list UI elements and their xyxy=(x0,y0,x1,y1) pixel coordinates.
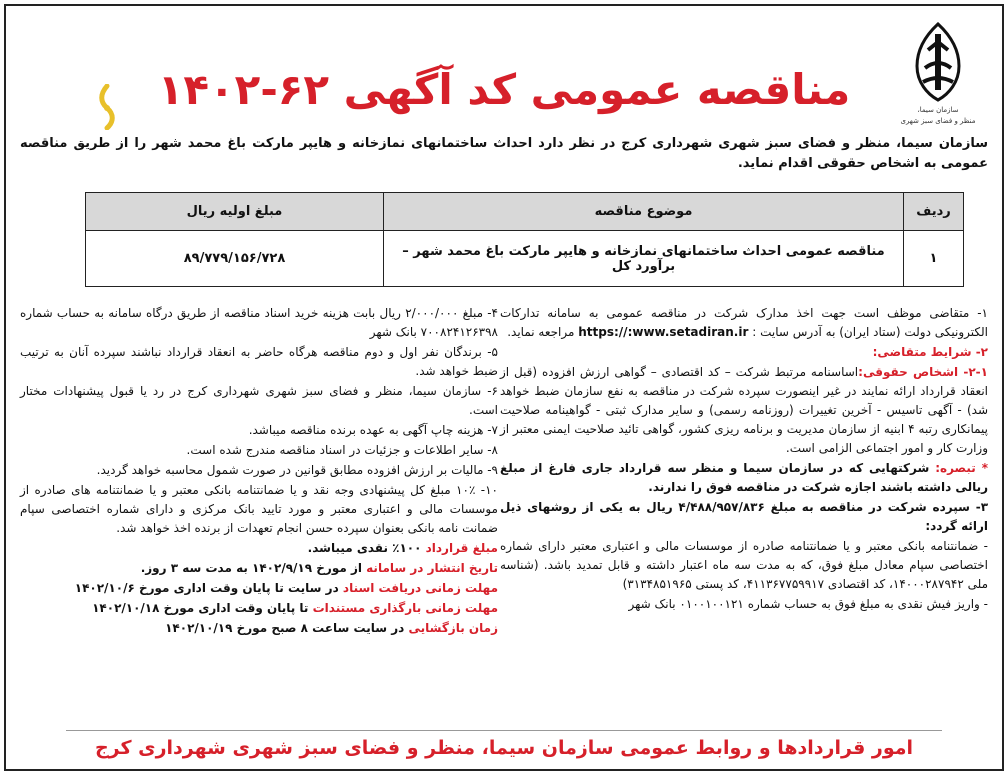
row-subject: مناقصه عمومی احداث ساختمانهای نمازخانه و هایپر مارکت باغ محمد شهر – برآورد کل xyxy=(384,231,904,287)
contract-amount xyxy=(20,539,498,558)
intro-text: سازمان سیما، منظر و فضای سبز شهری شهرداری کرج در نظر دارد احداث ساختمانهای نمازخانه و هایپر مارکت باغ محمد شهر را از طریق مناقصه عمومی به اشخاص حقوقی اقدام نماید. xyxy=(20,136,988,171)
clause-9: ۹- مالیات بر ارزش افزوده مطابق قوانین در صورت شمول محاسبه خواهد گردید. xyxy=(96,463,498,477)
row-index: ۱ xyxy=(904,231,964,287)
note xyxy=(500,459,988,497)
clause-1-text: ۱- متقاضی موظف است جهت اخذ مدارک شرکت در مناقصه عمومی به سامانه تدارکات الکترونیکی دولت (ستاد ایران) به آدرس سایت : xyxy=(500,306,988,339)
tender-table xyxy=(85,192,964,287)
table-row xyxy=(86,231,964,287)
deadline-documents-value: در سایت تا پایان وقت اداری مورخ ۱۴۰۲/۱۰/۶ xyxy=(74,581,343,595)
clause-5: ۵- برندگان نفر اول و دوم مناقصه هرگاه حاضر به انعقاد قرارداد نباشند سپرده آنان به ترتیب ضبط خواهد شد. xyxy=(20,345,498,378)
note-label: * تبصره: xyxy=(935,461,988,475)
clause-8: ۸- سایر اطلاعات و جزئیات در اسناد مناقصه مندرج شده است. xyxy=(186,443,498,457)
clause-1-end: مراجعه نماید. xyxy=(507,325,579,339)
deadline-upload xyxy=(20,599,498,618)
deadline-documents-label: مهلت زمانی دریافت اسناد xyxy=(342,581,498,595)
contract-label: مبلغ قرارداد xyxy=(421,541,498,555)
clause-2-1-text: اساسنامه مرتبط شرکت – کد اقتصادی – گواهی ارزش افزوده (قبل از انعقاد قرارداد ارائه نمایند در غیر اینصورت سپرده شرکت در مناقصه به نفع سازمان ضبط خواهد شد) - آگهی تاسیس - آخرین تغییرات (روزنامه رسمی) و سایر مدارک ثبتی - گواهینامه صلاحیت پیمانکاری رتبه ۴ ابنیه از سازمان مدیریت و برنامه ریزی کشور، گواهی تائید صلاحیت ایمنی معتبر از وزارت کار و امور اجتماعی الزامی است. xyxy=(500,365,988,455)
clause-7: ۷- هزینه چاپ آگهی به عهده برنده مناقصه میباشد. xyxy=(248,423,498,437)
clause-3-b: - واریز فیش نقدی به مبلغ فوق به حساب شماره ۰۱۰۰۱۰۰۱۲۱ بانک شهر xyxy=(628,597,988,611)
ornament-icon xyxy=(96,84,118,130)
emblem-icon xyxy=(903,20,973,104)
clause-10: ۱۰- ۱۰٪ مبلغ کل پیشنهادی وجه نقد و یا ضمانتنامه بانکی معتبر و یا ضمانتنامه های صادره از موسسات مالی و اعتباری معتبر و مورد تایید بانک مرکزی و دارای شماره اختصاصی سپام ضمانت نامه بانکی بعنوان سپرده حسن انجام تعهدات از برنده اخذ خواهد شد. xyxy=(20,483,498,535)
note-text: شرکتهایی که در سازمان سیما و منظر سه قرارداد جاری فارغ از مبلغ ریالی داشته باشند اجازه شرکت در مناقصه فوق را ندارند. xyxy=(500,461,988,494)
clause-2-heading: ۲- شرایط متقاضی: xyxy=(872,345,988,359)
publish-date xyxy=(20,559,498,578)
clause-3-a: - ضمانتنامه بانکی معتبر و یا ضمانتنامه صادره از موسسات مالی و اعتباری معتبر دارای شماره اختصاصی سپام معادل مبلغ فوق، که به مدت سه ماه اعتبار داشته و قابل تمدید باشد. (شناسه ملی ۱۴۰۰۰۲۸۷۹۴۲، کد اقتصادی ۴۱۱۳۶۷۷۵۹۹۱۷، کد پستی ۳۱۳۴۸۵۱۹۶۵) xyxy=(500,539,988,591)
footer-signature: امور قراردادها و روابط عمومی سازمان سیما، منظر و فضای سبز شهری شهرداری کرج xyxy=(94,737,914,759)
row-price: ۸۹/۷۷۹/۱۵۶/۷۲۸ xyxy=(86,231,384,287)
header-price: مبلغ اولیه ریال xyxy=(86,193,384,231)
clause-6: ۶- سازمان سیما، منظر و فضای سبز شهری شهرداری کرج در رد یا قبول پیشنهادات مختار است. xyxy=(20,384,498,417)
clause-2-1-label: ۲-۱- اشخاص حقوقی: xyxy=(858,365,988,379)
organization-logo xyxy=(888,20,988,130)
opening-value: در سایت ساعت ۸ صبح مورخ ۱۴۰۲/۱۰/۱۹ xyxy=(165,621,409,635)
publish-value: از مورخ ۱۴۰۲/۹/۱۹ به مدت سه ۳ روز. xyxy=(140,561,367,575)
notice-title: مناقصه عمومی کد آگهی ۶۲-۱۴۰۲ xyxy=(157,65,851,114)
contract-value: ۱۰۰٪ نقدی میباشد. xyxy=(307,541,422,555)
header-subject: موضوع مناقصه xyxy=(384,193,904,231)
publish-label: تاریخ انتشار در سامانه xyxy=(366,561,498,575)
opening-time xyxy=(20,619,498,638)
clause-4: ۴- مبلغ ۲/۰۰۰/۰۰۰ ریال بابت هزینه خرید اسناد مناقصه از طریق درگاه سامانه به حساب شماره ۷۰۰۸۲۴۱۲۶۳۹۸ بانک شهر xyxy=(20,306,498,339)
table-header-row xyxy=(86,193,964,231)
deadline-upload-label: مهلت زمانی بارگذاری مستندات xyxy=(312,601,498,615)
clause-2-1 xyxy=(500,363,988,458)
clause-1 xyxy=(500,304,988,342)
logo-caption-1: سازمان سیما، xyxy=(917,106,959,114)
deadline-upload-value: تا پایان وقت اداری مورخ ۱۴۰۲/۱۰/۱۸ xyxy=(92,601,313,615)
header-index: ردیف xyxy=(904,193,964,231)
tender-notice xyxy=(4,4,1004,771)
clause-3: ۳- سپرده شرکت در مناقصه به مبلغ ۴/۴۸۸/۹۵۷/۸۳۶ ریال به یکی از روشهای ذیل ارائه گردد: xyxy=(500,500,989,533)
deadline-documents xyxy=(20,579,498,598)
conditions-column-right xyxy=(500,304,988,615)
logo-caption-2: منظر و فضای سبز شهری xyxy=(900,117,976,125)
opening-label: زمان بازگشایی xyxy=(408,621,498,635)
conditions-column-left xyxy=(20,304,498,639)
setad-link[interactable]: https://:www.setadiran.ir xyxy=(578,325,749,339)
